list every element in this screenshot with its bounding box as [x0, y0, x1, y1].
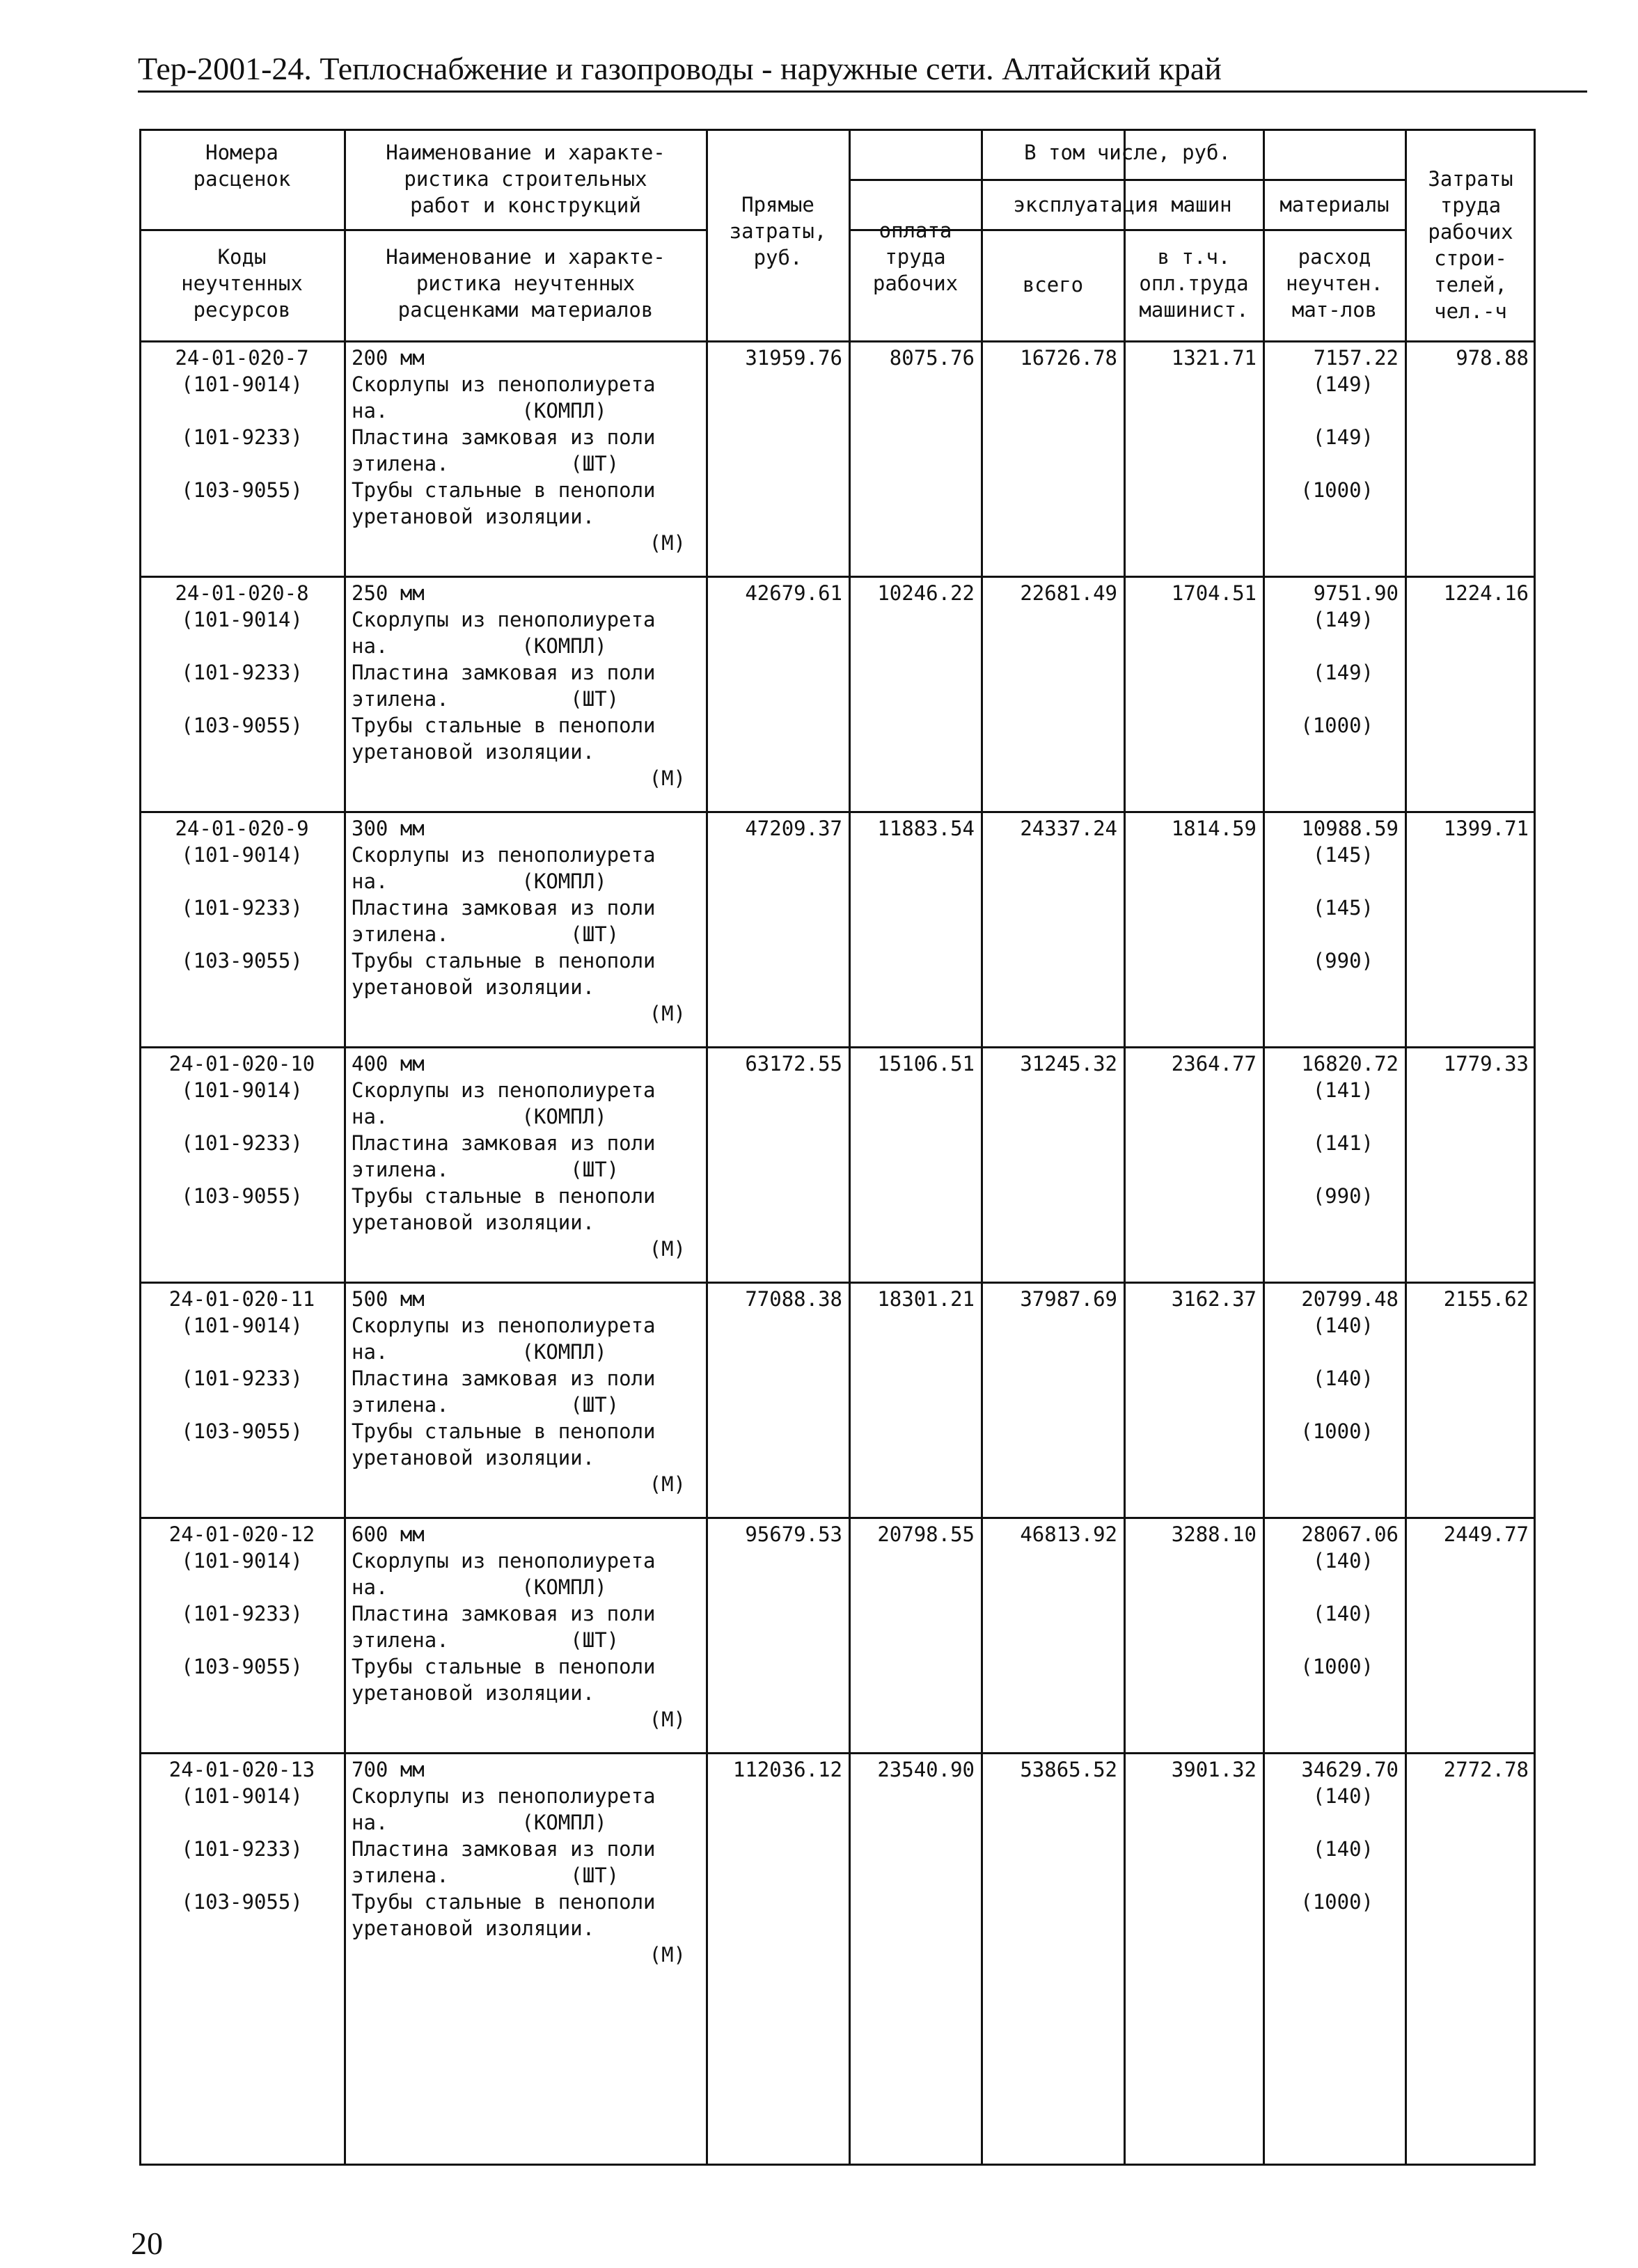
- column-divider: [981, 129, 983, 2166]
- rate-code: 24-01-020-12: [168, 1522, 315, 1546]
- header-name-top: ристика строительных: [404, 167, 647, 191]
- rate-code: 24-01-020-8: [175, 581, 309, 605]
- labor-hours: 1399.71: [1443, 817, 1529, 840]
- header-labor-hours: рабочих: [1428, 220, 1513, 244]
- header-machines-incl: в т.ч.: [1157, 245, 1231, 269]
- material-quantity: (140): [1312, 1784, 1373, 1808]
- header-codes-top: расценок: [193, 167, 291, 191]
- material-name: Трубы стальные в пенополи: [352, 1890, 656, 1914]
- resource-code: (101-9233): [181, 1602, 303, 1625]
- resource-code: (101-9014): [181, 1784, 303, 1808]
- header-name-bottom: расценками материалов: [397, 298, 654, 322]
- row-divider: [139, 1046, 1536, 1048]
- work-size: 300 мм: [352, 817, 425, 840]
- resource-code: (101-9233): [181, 896, 303, 920]
- header-labor-hours: строи-: [1434, 246, 1507, 270]
- resource-code: (101-9233): [181, 425, 303, 449]
- material-quantity: (140): [1312, 1367, 1373, 1390]
- machines-total: 24337.24: [1020, 817, 1117, 840]
- material-unit: (М): [649, 1943, 686, 1967]
- work-size: 200 мм: [352, 346, 425, 370]
- labor-hours: 2155.62: [1443, 1287, 1529, 1311]
- material-name: этилена. (ШТ): [352, 922, 620, 946]
- material-name: уретановой изоляции.: [352, 505, 595, 528]
- materials-cost: 28067.06: [1301, 1522, 1399, 1546]
- machines-labor: 1704.51: [1171, 581, 1257, 605]
- column-divider: [849, 129, 851, 2166]
- material-name: уретановой изоляции.: [352, 1916, 595, 1940]
- work-size: 600 мм: [352, 1522, 425, 1546]
- material-quantity: (145): [1312, 843, 1373, 867]
- header-labor-pay: оплата: [879, 219, 952, 242]
- material-name: этилена. (ШТ): [352, 687, 620, 711]
- material-quantity: (140): [1312, 1549, 1373, 1573]
- column-divider: [344, 129, 346, 2166]
- labor-pay: 23540.90: [877, 1758, 975, 1781]
- material-name: на. (КОМПЛ): [352, 634, 607, 658]
- labor-hours: 2449.77: [1443, 1522, 1529, 1546]
- material-name: уретановой изоляции.: [352, 740, 595, 764]
- title-rule: [138, 90, 1587, 93]
- material-quantity: (141): [1312, 1131, 1373, 1155]
- header-name-top: Наименование и характе-: [386, 141, 666, 164]
- column-divider: [1405, 129, 1407, 2166]
- labor-hours: 1224.16: [1443, 581, 1529, 605]
- machines-labor: 3901.32: [1171, 1758, 1257, 1781]
- material-name: Скорлупы из пенополиурета: [352, 1078, 656, 1102]
- material-name: Скорлупы из пенополиурета: [352, 608, 656, 631]
- row-divider: [139, 811, 1536, 813]
- header-labor-hours: Затраты: [1428, 167, 1513, 191]
- row-divider: [139, 1282, 1536, 1284]
- labor-pay: 8075.76: [889, 346, 975, 370]
- resource-code: (103-9055): [181, 478, 303, 502]
- labor-hours: 1779.33: [1443, 1052, 1529, 1076]
- materials-cost: 10988.59: [1301, 817, 1399, 840]
- material-quantity: (990): [1312, 1184, 1373, 1208]
- direct-costs: 42679.61: [745, 581, 842, 605]
- materials-cost: 7157.22: [1313, 346, 1399, 370]
- header-name-top: работ и конструкций: [410, 194, 641, 217]
- header-materials-sub: мат-лов: [1291, 298, 1378, 322]
- resource-code: (101-9014): [181, 1078, 303, 1102]
- machines-labor: 3162.37: [1171, 1287, 1257, 1311]
- header-codes-bottom: ресурсов: [193, 298, 291, 322]
- work-size: 400 мм: [352, 1052, 425, 1076]
- resource-code: (103-9055): [181, 949, 303, 972]
- material-unit: (М): [649, 531, 686, 555]
- work-size: 250 мм: [352, 581, 425, 605]
- machines-total: 16726.78: [1020, 346, 1117, 370]
- material-quantity: (1000): [1300, 1419, 1373, 1443]
- material-quantity: (140): [1312, 1314, 1373, 1337]
- header-labor-pay: рабочих: [872, 271, 959, 295]
- work-size: 500 мм: [352, 1287, 425, 1311]
- page-title: Тер-2001-24. Теплоснабжение и газопроводы - наружные сети. Алтайский край: [138, 51, 1222, 86]
- header-materials-sub: расход: [1298, 245, 1371, 269]
- direct-costs: 95679.53: [745, 1522, 842, 1546]
- labor-pay: 10246.22: [877, 581, 975, 605]
- rate-code: 24-01-020-9: [175, 817, 309, 840]
- material-quantity: (990): [1312, 949, 1373, 972]
- material-name: уретановой изоляции.: [352, 1211, 595, 1234]
- material-name: Трубы стальные в пенополи: [352, 1419, 656, 1443]
- resource-code: (103-9055): [181, 1655, 303, 1678]
- row-divider: [139, 576, 1536, 578]
- rate-code: 24-01-020-11: [168, 1287, 315, 1311]
- resource-code: (101-9014): [181, 608, 303, 631]
- material-unit: (М): [649, 1237, 686, 1261]
- material-name: на. (КОМПЛ): [352, 399, 607, 423]
- resource-code: (101-9233): [181, 1367, 303, 1390]
- material-name: этилена. (ШТ): [352, 1158, 620, 1181]
- column-divider: [1124, 129, 1126, 2166]
- material-quantity: (1000): [1300, 478, 1373, 502]
- resource-code: (103-9055): [181, 1184, 303, 1208]
- header-labor-pay: труда: [885, 245, 946, 269]
- column-divider: [1263, 129, 1265, 2166]
- labor-hours: 2772.78: [1443, 1758, 1529, 1781]
- direct-costs: 112036.12: [732, 1758, 842, 1781]
- page-number: 20: [131, 2226, 163, 2261]
- header-name-bottom: ристика неучтенных: [416, 271, 636, 295]
- header-machines-incl: опл.труда: [1139, 271, 1249, 295]
- header-materials: материалы: [1279, 193, 1389, 216]
- machines-total: 31245.32: [1020, 1052, 1117, 1076]
- resource-code: (103-9055): [181, 1419, 303, 1443]
- material-name: Пластина замковая из поли: [352, 661, 656, 684]
- material-name: Пластина замковая из поли: [352, 1367, 656, 1390]
- resource-code: (101-9233): [181, 1837, 303, 1861]
- header-direct-costs: руб.: [753, 246, 803, 269]
- material-quantity: (1000): [1300, 1890, 1373, 1914]
- material-quantity: (145): [1312, 896, 1373, 920]
- rate-code: 24-01-020-7: [175, 346, 309, 370]
- material-unit: (М): [649, 1708, 686, 1731]
- machines-total: 22681.49: [1020, 581, 1117, 605]
- header-labor-hours: телей,: [1434, 273, 1507, 297]
- header-labor-hours: чел.-ч: [1434, 299, 1507, 323]
- resource-code: (101-9233): [181, 661, 303, 684]
- header-materials-sub: неучтен.: [1286, 271, 1383, 295]
- header-codes-bottom: неучтенных: [181, 271, 303, 295]
- resource-code: (101-9014): [181, 372, 303, 396]
- labor-pay: 20798.55: [877, 1522, 975, 1546]
- material-quantity: (149): [1312, 608, 1373, 631]
- rate-code: 24-01-020-10: [168, 1052, 315, 1076]
- labor-hours: 978.88: [1456, 346, 1529, 370]
- material-name: на. (КОМПЛ): [352, 869, 607, 893]
- labor-pay: 18301.21: [877, 1287, 975, 1311]
- materials-cost: 9751.90: [1313, 581, 1399, 605]
- material-quantity: (140): [1312, 1837, 1373, 1861]
- material-name: этилена. (ШТ): [352, 452, 620, 475]
- material-name: Пластина замковая из поли: [352, 896, 656, 920]
- material-name: этилена. (ШТ): [352, 1393, 620, 1417]
- header-codes-bottom: Коды: [217, 245, 267, 269]
- material-name: на. (КОМПЛ): [352, 1811, 607, 1834]
- header-codes-top: Номера: [205, 141, 278, 164]
- material-quantity: (1000): [1300, 1655, 1373, 1678]
- material-name: Скорлупы из пенополиурета: [352, 1549, 656, 1573]
- direct-costs: 47209.37: [745, 817, 842, 840]
- header-direct-costs: затраты,: [729, 219, 827, 243]
- material-name: Пластина замковая из поли: [352, 1837, 656, 1861]
- material-quantity: (149): [1312, 425, 1373, 449]
- material-name: уретановой изоляции.: [352, 1446, 595, 1470]
- machines-labor: 1814.59: [1171, 817, 1257, 840]
- material-quantity: (1000): [1300, 714, 1373, 737]
- material-name: Скорлупы из пенополиурета: [352, 1784, 656, 1808]
- material-name: Скорлупы из пенополиурета: [352, 372, 656, 396]
- machines-labor: 1321.71: [1171, 346, 1257, 370]
- machines-total: 53865.52: [1020, 1758, 1117, 1781]
- material-name: Трубы стальные в пенополи: [352, 1655, 656, 1678]
- labor-pay: 11883.54: [877, 817, 975, 840]
- column-divider: [706, 129, 708, 2166]
- material-name: Пластина замковая из поли: [352, 425, 656, 449]
- materials-cost: 34629.70: [1301, 1758, 1399, 1781]
- material-quantity: (140): [1312, 1602, 1373, 1625]
- material-quantity: (149): [1312, 372, 1373, 396]
- material-name: Скорлупы из пенополиурета: [352, 1314, 656, 1337]
- material-name: на. (КОМПЛ): [352, 1105, 607, 1128]
- material-name: Скорлупы из пенополиурета: [352, 843, 656, 867]
- header-direct-costs: Прямые: [741, 193, 814, 216]
- material-name: Трубы стальные в пенополи: [352, 714, 656, 737]
- material-name: Пластина замковая из поли: [352, 1131, 656, 1155]
- header-bottom-line: [139, 340, 1536, 342]
- work-size: 700 мм: [352, 1758, 425, 1781]
- header-machines-incl: машинист.: [1139, 298, 1249, 322]
- material-name: этилена. (ШТ): [352, 1628, 620, 1652]
- material-unit: (М): [649, 766, 686, 790]
- material-unit: (М): [649, 1472, 686, 1496]
- direct-costs: 63172.55: [745, 1052, 842, 1076]
- material-name: уретановой изоляции.: [352, 975, 595, 999]
- resource-code: (101-9014): [181, 1314, 303, 1337]
- direct-costs: 31959.76: [745, 346, 842, 370]
- material-name: Трубы стальные в пенополи: [352, 949, 656, 972]
- resource-code: (103-9055): [181, 714, 303, 737]
- header-split-line: [139, 229, 707, 231]
- machines-labor: 2364.77: [1171, 1052, 1257, 1076]
- machines-labor: 3288.10: [1171, 1522, 1257, 1546]
- resource-code: (101-9014): [181, 843, 303, 867]
- material-name: Пластина замковая из поли: [352, 1602, 656, 1625]
- material-name: на. (КОМПЛ): [352, 1575, 607, 1599]
- header-machines: эксплуатация машин: [1013, 193, 1232, 216]
- material-name: на. (КОМПЛ): [352, 1340, 607, 1364]
- direct-costs: 77088.38: [745, 1287, 842, 1311]
- resource-code: (103-9055): [181, 1890, 303, 1914]
- header-including: В том числе, руб.: [1024, 141, 1231, 164]
- material-name: Трубы стальные в пенополи: [352, 478, 656, 502]
- resource-code: (101-9233): [181, 1131, 303, 1155]
- machines-total: 37987.69: [1020, 1287, 1117, 1311]
- header-labor-hours: труда: [1440, 194, 1502, 217]
- row-divider: [139, 1752, 1536, 1754]
- header-machines-total: всего: [1022, 273, 1084, 297]
- labor-pay: 15106.51: [877, 1052, 975, 1076]
- material-name: Трубы стальные в пенополи: [352, 1184, 656, 1208]
- including-line: [850, 179, 1405, 181]
- rate-code: 24-01-020-13: [168, 1758, 315, 1781]
- resource-code: (101-9014): [181, 1549, 303, 1573]
- materials-cost: 16820.72: [1301, 1052, 1399, 1076]
- machines-total: 46813.92: [1020, 1522, 1117, 1546]
- header-name-bottom: Наименование и характе-: [386, 245, 666, 269]
- material-name: уретановой изоляции.: [352, 1681, 595, 1705]
- material-name: этилена. (ШТ): [352, 1864, 620, 1887]
- materials-cost: 20799.48: [1301, 1287, 1399, 1311]
- material-unit: (М): [649, 1002, 686, 1025]
- material-quantity: (149): [1312, 661, 1373, 684]
- row-divider: [139, 1517, 1536, 1519]
- material-quantity: (141): [1312, 1078, 1373, 1102]
